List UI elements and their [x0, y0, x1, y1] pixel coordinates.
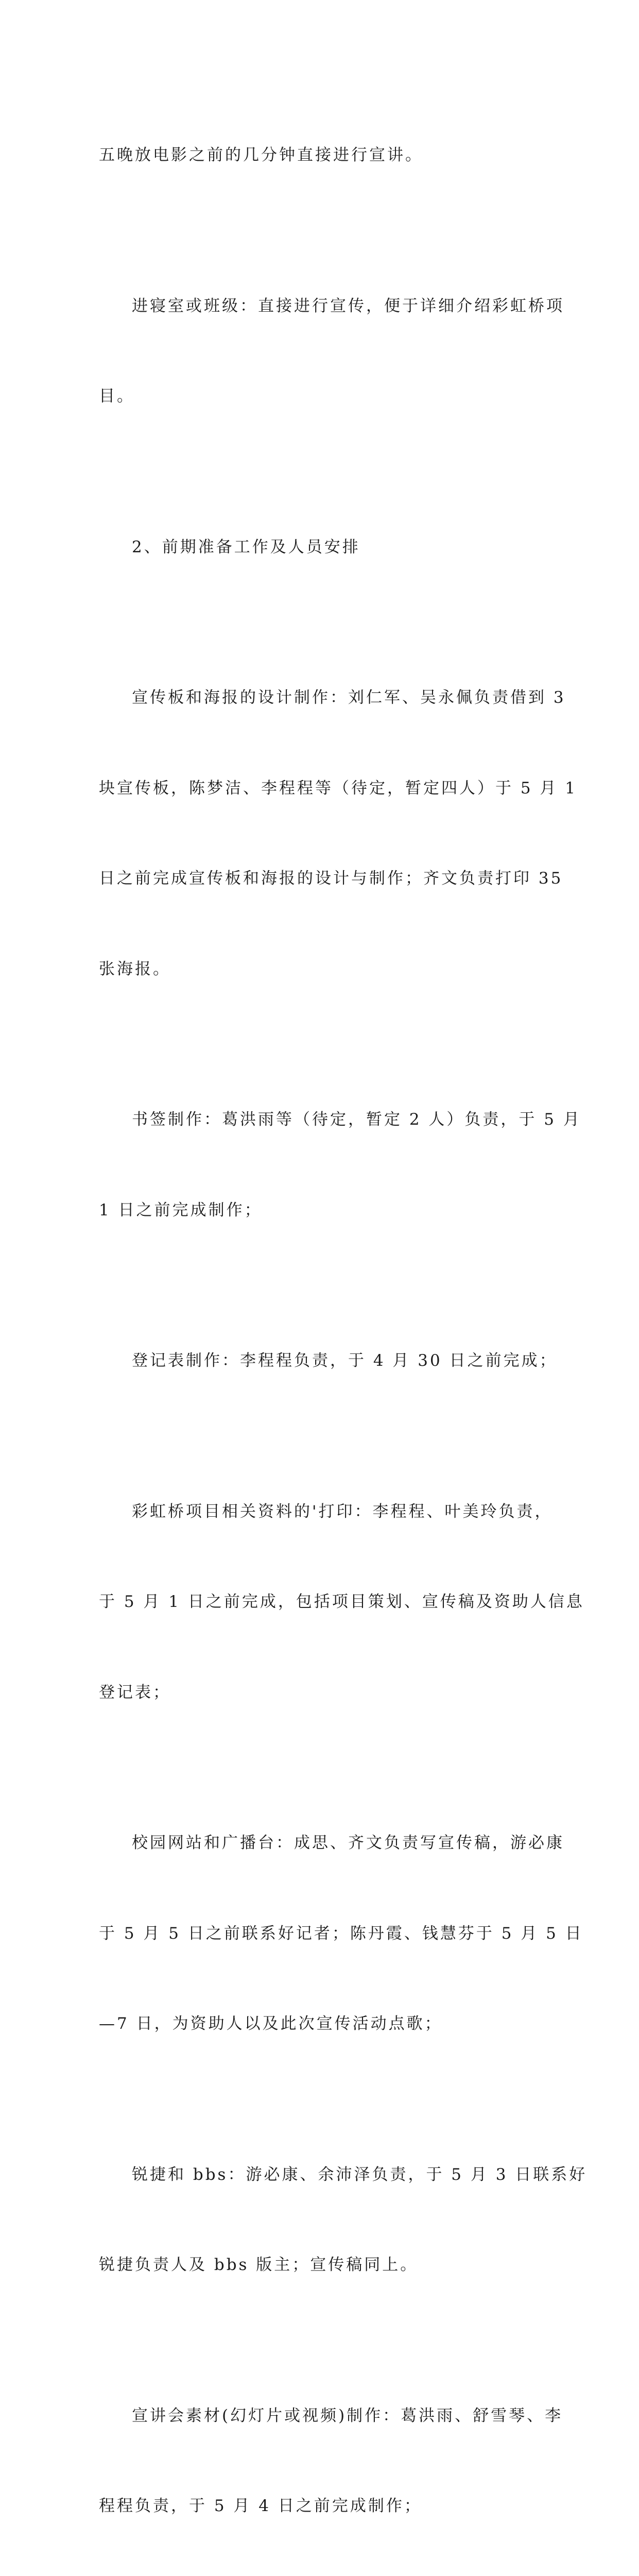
- text-line: 1 日之前完成制作；: [99, 1195, 543, 1226]
- paragraph: [99, 1768, 543, 2099]
- text-line: 五晚放电影之前的几分钟直接进行宣讲。: [99, 140, 543, 171]
- text-line: 2、前期准备工作及人员安排: [99, 532, 543, 563]
- text-line: —7 日，为资助人以及此次宣传活动点歌；: [99, 2009, 543, 2039]
- text-line: 校园网站和广播台：成思、齐文负责写宣传稿，游必康: [99, 1828, 543, 1858]
- text-line: 宣传板和海报的设计制作：刘仁军、吴永佩负责借到 3: [99, 683, 543, 713]
- text-line: 宣讲会素材(幻灯片或视频)制作：葛洪雨、舒雪琴、李: [99, 2401, 543, 2431]
- paragraph: [99, 622, 543, 1044]
- text-line: 锐捷负责人及 bbs 版主；宣传稿同上。: [99, 2250, 543, 2280]
- text-line: 日之前完成宣传板和海报的设计与制作；齐文负责打印 35: [99, 863, 543, 894]
- document-page: [0, 0, 639, 904]
- text-line: 于 5 月 1 日之前完成，包括项目策划、宣传稿及资助人信息: [99, 1587, 543, 1617]
- section-heading: [99, 472, 543, 623]
- text-line: 进寝室或班级：直接进行宣传，便于详细介绍彩虹桥项: [99, 291, 543, 321]
- text-line: 书签制作：葛洪雨等（待定，暂定 2 人）负责，于 5 月: [99, 1105, 543, 1135]
- text-line: 程程负责，于 5 月 4 日之前完成制作；: [99, 2491, 543, 2521]
- paragraph: [99, 1285, 543, 1436]
- text-line: 锐捷和 bbs：游必康、余沛泽负责，于 5 月 3 日联系好: [99, 2160, 543, 2190]
- paragraph: [99, 2099, 543, 2341]
- paragraph: [99, 1044, 543, 1285]
- text-line: 登记表制作：李程程负责，于 4 月 30 日之前完成；: [99, 1346, 543, 1376]
- text-line: 登记表；: [99, 1677, 543, 1708]
- paragraph: [99, 80, 543, 231]
- paragraph: [99, 1436, 543, 1768]
- text-line: 块宣传板，陈梦洁、李程程等（待定，暂定四人）于 5 月 1: [99, 773, 543, 804]
- paragraph: [99, 2341, 543, 2576]
- text-line: 彩虹桥项目相关资料的'打印：李程程、叶美玲负责，: [99, 1497, 543, 1527]
- text-line: 张海报。: [99, 954, 543, 985]
- text-line: 于 5 月 5 日之前联系好记者；陈丹霞、钱慧芬于 5 月 5 日: [99, 1919, 543, 1949]
- paragraph: [99, 231, 543, 472]
- document-body: [99, 80, 543, 2576]
- text-line: 目。: [99, 381, 543, 412]
